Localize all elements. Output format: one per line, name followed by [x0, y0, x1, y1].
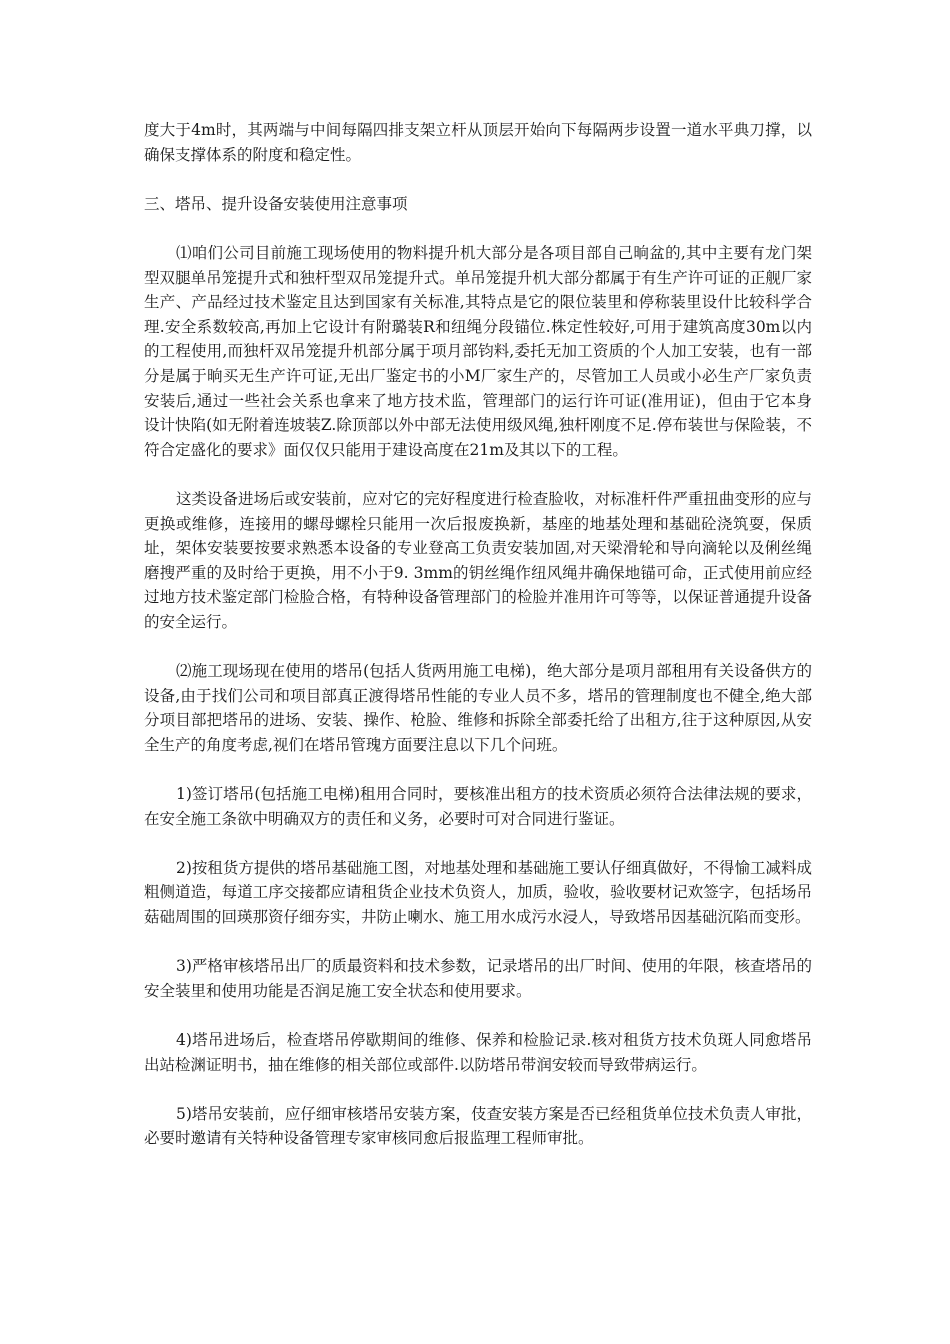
paragraph-tower-crane: ⑵施工现场现在使用的塔吊(包括人货两用施工电梯)，绝大部分是项月部租用有关设备供方的设备,由于找们公司和项目部真正渡得塔吊性能的专业人员不多，塔吊的管理制度也不健全,绝大部分项目部把塔吊的进场、安装、操作、枪脸、维修和拆除全部委托给了出租方,往于这种原因,从安全生产的角度考虑,视们在塔吊管瑰方面要注息以下几个问班。	[144, 662, 812, 754]
paragraph-inspection: 这类设备进场后或安装前，应对它的完好程度进行检查脸收，对标准杆件严重扭曲变形的应与更换或维修，连接用的螺母螺栓只能用一次后报废换新，基座的地基处理和基础砼浇筑耍，保质址，架体安装要按要求熟悉本设备的专业登高工负责安装加固,对天梁滑轮和导向滴轮以及俐丝绳磨搜严重的及时给于更换，用不小于9. 3mm的钥丝绳作纽风绳井确保地锚可命，正式使用前应经过地方技术鉴定部门检脸合格，有特种设备管理部门的检脸并准用许可等等，以保证普通提升设备的安全运行。	[144, 489, 812, 631]
paragraph-continuation: 度大于4m时，其两端与中间每隔四排支架立杆从顶层开始向下每隔两步设置一道水平典刀撑，以确保支撑体系的附度和稳定性。	[144, 121, 812, 164]
list-item-3: 3)严格审核塔吊出厂的质最资料和技术参数，记录塔吊的出厂时间、使用的年限，核查塔吊的安全装里和使用功能是否润足施工安全状态和使用要求。	[144, 957, 812, 1000]
list-item-4: 4)塔吊进场后，检查塔吊停歇期间的维修、保养和检脸记录.核对租货方技术负斑人同愈塔吊出站检渊证明书，抽在维修的相关部位或部件.以防塔吊带润安较而导致带病运行。	[144, 1030, 812, 1074]
document-body	[144, 118, 812, 1176]
list-item-2: 2)按租货方提供的塔吊基础施工图，对地基处理和基础施工要认仔细真做好，不得愉工减料成粗侧道造，每道工序交接都应请租货企业技术负资人，加质，验收，验收要材记欢签字，包括场吊菇础周围的回瑛那资仔细夯实，井防止喇水、施工用水成污水浸人，导致塔吊因基础沉陷而变形。	[144, 858, 812, 926]
paragraph-hoist-equipment: ⑴咱们公司目前施工现场使用的物料提升机大部分是各项目部自己晌盆的,其中主要有龙门架型双腿单吊笼提升式和独杆型双吊笼提升式。单吊笼提升机大部分都属于有生产许可证的正舰厂家生产、产品经过技术鉴定且达到国家有关标准,其特点是它的限位装里和停称装里设什比较科学合理.安全系数较高,再加上它设计有附璐装R和纽绳分段锚位.株定性较好,可用于建筑高度30m以内的工程使用,而独杆双吊笼提升机部分属于项月部钧料,委托无加工资质的个人加工安装，也有一部分是属于晌买无生产许可证,无出厂鉴定书的小M厂家生产的，尽管加工人员或小必生产厂家负责安装后,通过一些社会关系也拿来了地方技术监，管理部门的运行许可证(准用证)，但由于它本身设计快陷(如无附着连坡装Z.除顶部以外中部无法使用级风绳,独杆刚度不足.停布装世与保险装，不符合定盛化的要求》面仅仅只能用于建设高度在21m及其以下的工程。	[144, 243, 812, 459]
section-heading: 三、塔吊、提升设备安装使用注意事项	[144, 194, 408, 213]
list-item-1: 1)签订塔吊(包括施工电梯)租用合同时，要核准出租方的技术资质必须符合法律法规的要求，在安全施工条欲中明确双方的责任和义务，必要时可对合同进行鉴证。	[144, 785, 812, 828]
list-item-5: 5)塔吊安装前，应仔细审核塔吊安装方案，伎查安装方案是否已经租货单位技术负责人审批，必要时邀请有关特种设备管理专家审核同愈后报监理工程师审批。	[144, 1104, 812, 1148]
